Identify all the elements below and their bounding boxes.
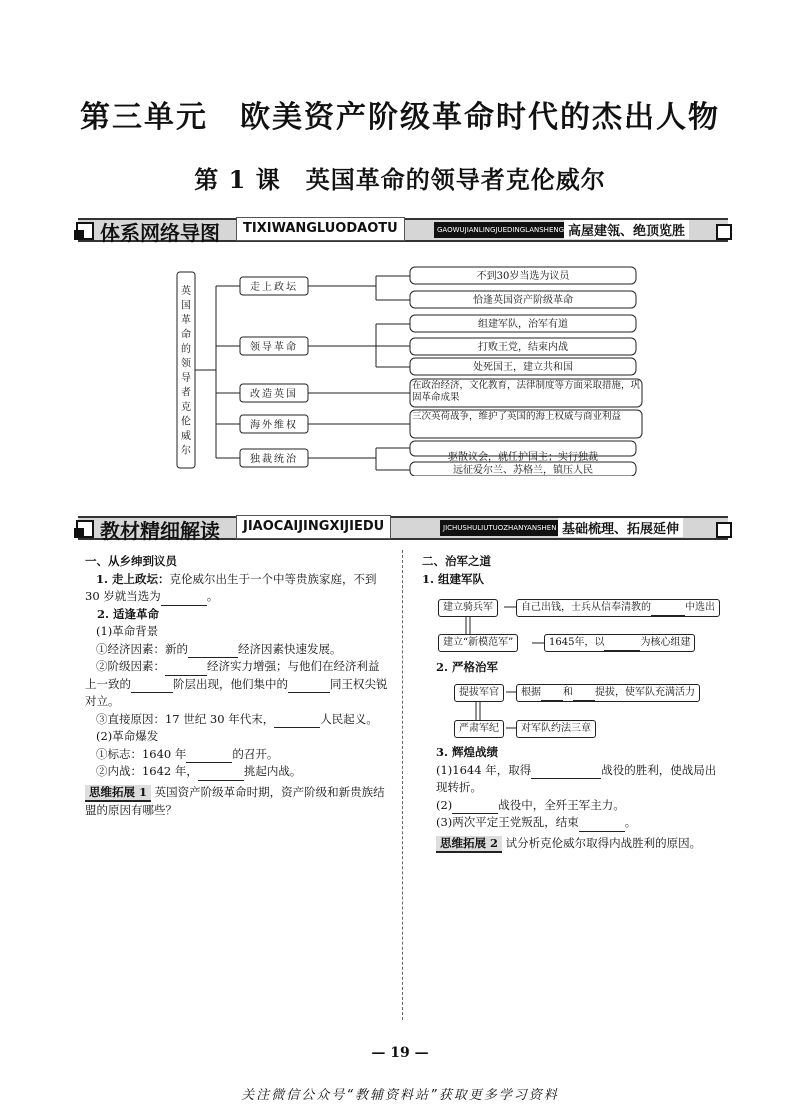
paragraph: 现转折。 — [436, 780, 482, 794]
thinking-extension: 思维拓展 2 试分析克伦威尔取得内战胜利的原因。 — [436, 835, 728, 853]
mind-map-diagram — [176, 266, 656, 476]
flow-box: 严肃军纪 — [454, 720, 504, 738]
section-heading: 二、治军之道 — [422, 554, 491, 568]
lesson-title: 第 1 课 英国革命的领导者克伦威尔 — [194, 165, 606, 194]
paragraph: ①标志：1640 年 的召开。 — [85, 746, 390, 764]
section-title: 教材精细解读 — [100, 519, 220, 543]
node-label: 走上政坛 — [250, 282, 298, 293]
node-label: 独裁统治 — [250, 454, 298, 465]
fill-blank[interactable] — [161, 591, 207, 606]
footer-note: 关注微信公众号“教辅资料站”获取更多学习资料 — [241, 1088, 559, 1103]
leaf-label: 驱散议会，就任护国主；实行独裁 — [448, 452, 598, 463]
flow-desc: 1645年，以 为核心组建 — [544, 634, 695, 652]
flow-box: 提拔军官 — [454, 684, 504, 702]
fill-blank[interactable] — [198, 766, 244, 781]
section-tagline: 高屋建瓴、绝顶览胜 — [564, 220, 689, 239]
node-label: 海外维权 — [250, 420, 298, 431]
right-column-2 — [436, 659, 726, 677]
section-bar-textbook — [78, 516, 728, 543]
section-pinyin: JIAOCAIJINGXIJIEDU — [236, 515, 391, 539]
paragraph: ③直接原因：17 世纪 30 年代末， 人民起义。 — [85, 711, 390, 729]
sub-heading: 2. 适逢革命 — [97, 606, 160, 621]
paragraph: ②内战：1642 年， 挑起内战。 — [85, 763, 390, 781]
leaf-label: 处死国王，建立共和国 — [473, 362, 573, 373]
section-heading: 一、从乡绅到议员 — [85, 554, 177, 568]
leaf-label: 不到30岁当选为议员 — [476, 271, 570, 282]
paragraph: (3)两次平定王党叛乱，结束 。 — [436, 814, 728, 832]
paragraph: (1)革命背景 — [95, 624, 159, 638]
node-label: 改造英国 — [250, 389, 298, 400]
flow-desc: 对军队约法三章 — [516, 720, 596, 738]
leaf-label: 在政治经济，文化教育，法律制度等方面采取措施，巩固革命成果 — [412, 380, 640, 403]
section-pinyin: TIXIWANGLUODAOTU — [236, 217, 405, 241]
leaf-label: 组建军队，治军有道 — [478, 319, 568, 330]
svg-text:英国革命的领导者克伦威尔: 英国革命的领导者克伦威尔 — [181, 286, 191, 457]
fill-blank[interactable] — [541, 688, 563, 701]
leaf-label: 打败王党，结束内战 — [478, 342, 568, 353]
flow-box: 建立骑兵军 — [438, 599, 498, 617]
unit-title: 第三单元 欧美资产阶级革命时代的杰出人物 — [80, 100, 720, 135]
paragraph: 30 岁就当选为 。 — [85, 588, 390, 606]
extension-tag: 思维拓展 2 — [436, 836, 502, 853]
sub-heading: 1. 组建军队 — [422, 571, 485, 586]
fill-blank[interactable] — [452, 799, 498, 814]
discipline-flow — [452, 682, 722, 740]
column-divider — [402, 550, 403, 1020]
leaf-label: 三次英荷战争，维护了英国的海上权威与商业利益 — [412, 411, 622, 422]
right-column-3 — [436, 744, 728, 853]
leaf-label: 远征爱尔兰、苏格兰，镇压人民 — [453, 465, 593, 476]
page-number: — 19 — — [371, 1045, 429, 1061]
paragraph: 上一致的 阶层出现，他们集中的 同王权尖锐 — [85, 676, 390, 694]
paragraph: (2)革命爆发 — [95, 729, 159, 743]
paragraph: ②阶级因素： 经济实力增强；与他们在经济利益 — [85, 658, 390, 676]
section-subtitle-pinyin: GAOWUJIANLINGJUEDINGLANSHENG — [434, 222, 567, 238]
square-icon — [76, 222, 94, 240]
section-tagline: 基础梳理、拓展延伸 — [558, 518, 683, 537]
fill-blank[interactable] — [165, 661, 207, 676]
right-column — [422, 553, 727, 588]
section-bar-network — [78, 218, 728, 245]
root-label — [181, 284, 192, 457]
fill-blank[interactable] — [186, 748, 232, 763]
flow-desc: 根据 和 提拔，使军队充满活力 — [516, 684, 700, 702]
fill-blank[interactable] — [188, 643, 238, 658]
flow-desc: 自己出钱，士兵从信奉清教的 中选出 — [516, 599, 720, 617]
section-subtitle-pinyin: JICHUSHULIUTUOZHANYANSHEN — [440, 520, 559, 536]
thinking-extension: 思维拓展 1 英国资产阶级革命时期，资产阶级和新贵族结盟的原因有哪些？ — [85, 784, 385, 817]
extension-tag: 思维拓展 1 — [85, 785, 151, 802]
square-icon — [716, 224, 732, 240]
paragraph: 对立。 — [85, 694, 120, 708]
node-label: 领导革命 — [250, 342, 298, 353]
paragraph: (1)1644 年，取得 战役的胜利，使战局出 — [436, 762, 728, 780]
fill-blank[interactable] — [573, 688, 595, 701]
paragraph: ①经济因素：新的 经济因素快速发展。 — [85, 641, 390, 659]
sub-heading: 2. 严格治军 — [436, 660, 499, 674]
square-icon — [76, 520, 94, 538]
square-icon — [716, 522, 732, 538]
left-column — [85, 553, 390, 819]
paragraph: 1. 走上政坛：克伦威尔出生于一个中等贵族家庭，不到 — [95, 571, 377, 586]
army-flow — [436, 597, 726, 655]
fill-blank[interactable] — [131, 678, 173, 693]
fill-blank[interactable] — [274, 713, 320, 728]
fill-blank[interactable] — [579, 817, 625, 832]
fill-blank[interactable] — [604, 638, 640, 651]
flow-box: 建立“新模范军” — [438, 634, 518, 652]
leaf-label: 恰逢英国资产阶级革命 — [473, 295, 573, 306]
sub-heading: 3. 辉煌战绩 — [436, 745, 499, 759]
fill-blank[interactable] — [288, 678, 330, 693]
paragraph: (2) 战役中，全歼王军主力。 — [436, 797, 728, 815]
section-title: 体系网络导图 — [100, 221, 220, 245]
fill-blank[interactable] — [531, 764, 601, 779]
fill-blank[interactable] — [651, 603, 685, 616]
